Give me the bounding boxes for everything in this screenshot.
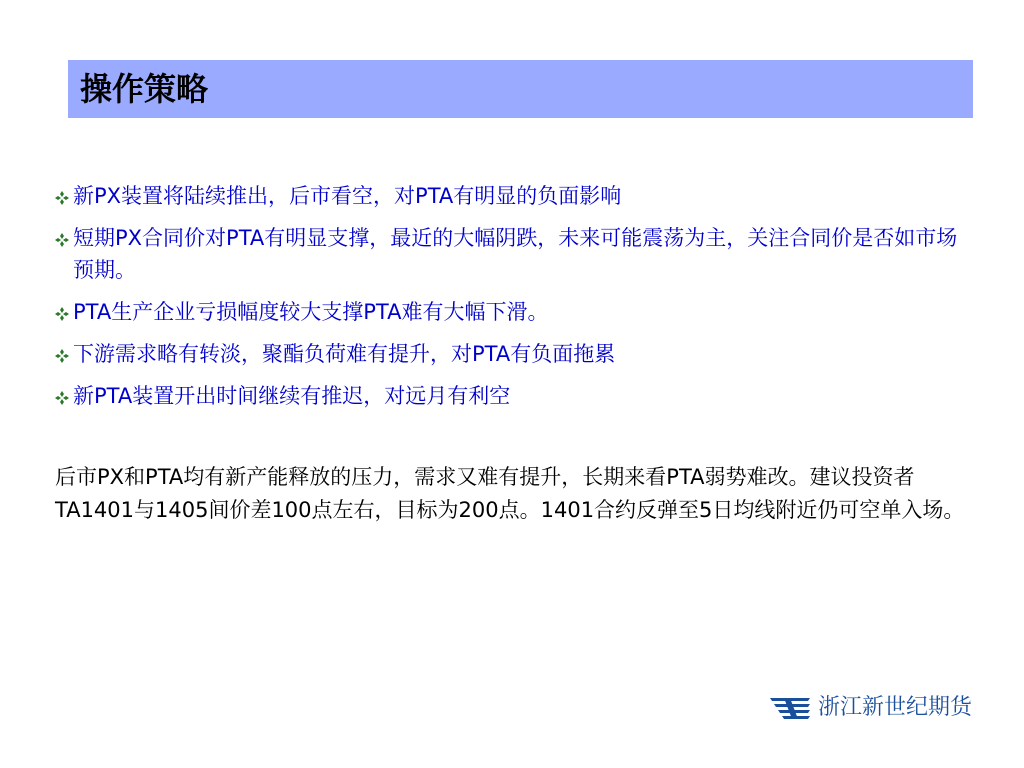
- bullet-item: [55, 296, 965, 328]
- bullet-text: 短期PX合同价对PTA有明显支撑，最近的大幅阴跌，未来可能震荡为主，关注合同价是否如市场预期。: [73, 226, 958, 282]
- bullet-text: 下游需求略有转淡，聚酯负荷难有提升，对PTA有负面拖累: [73, 342, 616, 366]
- four-diamond-bullet-icon: [55, 191, 69, 205]
- four-diamond-bullet-icon: [55, 233, 69, 247]
- title-bar: [68, 60, 973, 118]
- bullet-item: [55, 222, 965, 286]
- company-logo-icon: [770, 696, 810, 720]
- summary-paragraph: 后市PX和PTA均有新产能释放的压力，需求又难有提升，长期来看PTA弱势难改。建议投资者TA1401与1405间价差100点左右，目标为200点。1401合约反弹至5日均线附近仍可空单入场。: [55, 465, 965, 522]
- bullet-item: [55, 338, 965, 370]
- four-diamond-bullet-icon: [55, 391, 69, 405]
- four-diamond-bullet-icon: [55, 307, 69, 321]
- bullet-item: [55, 180, 965, 212]
- bullet-item: [55, 380, 965, 412]
- bullet-text: 新PTA装置开出时间继续有推迟，对远月有利空: [73, 384, 511, 408]
- bullet-list: [55, 180, 965, 422]
- four-diamond-bullet-icon: [55, 349, 69, 363]
- company-logo: [770, 692, 972, 724]
- slide-title: 操作策略: [80, 70, 209, 108]
- company-name: 浙江新世纪期货: [817, 695, 972, 720]
- bullet-text: 新PX装置将陆续推出，后市看空，对PTA有明显的负面影响: [73, 184, 622, 208]
- bullet-text: PTA生产企业亏损幅度较大支撑PTA难有大幅下滑。: [73, 300, 549, 324]
